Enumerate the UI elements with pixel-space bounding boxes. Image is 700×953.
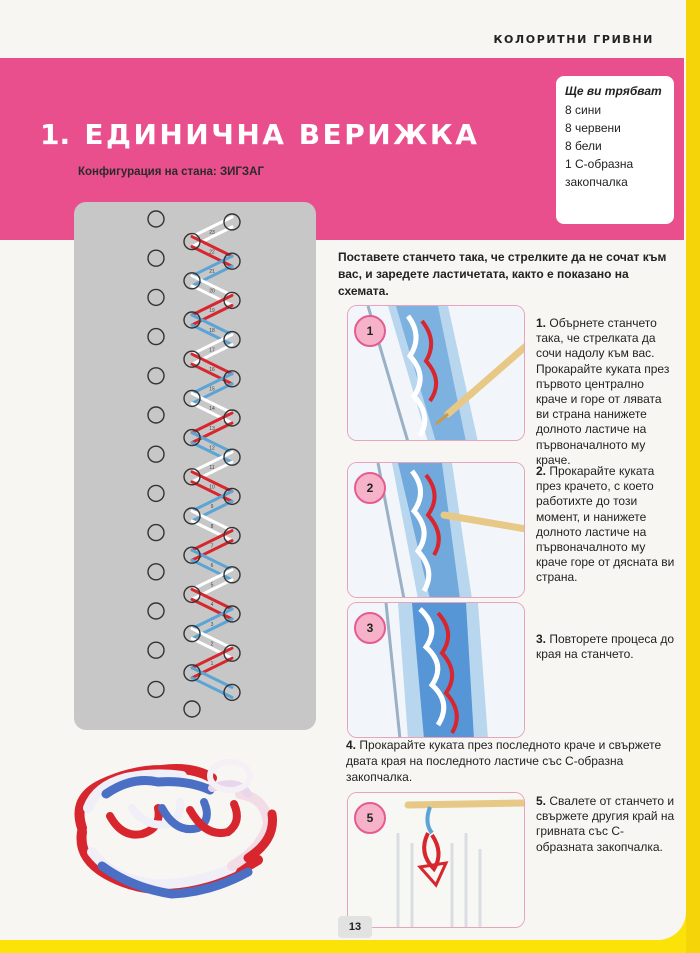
step-1-text <box>536 316 676 468</box>
band-order-number: 20 <box>209 288 215 295</box>
step-5-badge: 5 <box>354 802 386 834</box>
band-order-number: 5 <box>210 582 214 589</box>
loom-peg <box>148 564 164 580</box>
band-order-number: 7 <box>210 543 214 550</box>
rubber-band <box>192 668 232 698</box>
step-5-text <box>536 794 676 855</box>
loom-peg <box>148 446 164 462</box>
band-order-number: 10 <box>209 484 215 491</box>
band-order-number: 17 <box>209 347 215 354</box>
step-3-text <box>536 632 676 662</box>
page-title <box>40 118 479 151</box>
step-3-photo <box>347 602 525 738</box>
band-order-number: 19 <box>209 308 215 315</box>
running-head: КОЛОРИТНИ ГРИВНИ <box>493 33 654 46</box>
step-2-number: 2. <box>536 464 547 478</box>
loom-diagram <box>74 202 316 730</box>
loom-peg <box>148 603 164 619</box>
intro-instruction: Поставете станчето така, че стрелките да не сочат към вас, и заредете ластичетата, както е показано на схемата. <box>338 250 667 298</box>
page-edge-stripe <box>686 0 700 953</box>
materials-box <box>556 76 674 224</box>
loom-peg <box>148 407 164 423</box>
band-order-number: 3 <box>210 621 214 628</box>
band-order-number: 1 <box>210 661 214 667</box>
step-5-description: Свалете от станчето и свържете другия край на гривната със С-образната закопчалка. <box>536 794 675 854</box>
step-3-number: 3. <box>536 632 547 646</box>
step-1-photo <box>347 305 525 441</box>
band-order-number: 2 <box>210 641 214 648</box>
step-2-photo <box>347 462 525 598</box>
step-1-badge: 1 <box>354 315 386 347</box>
step-5-photo <box>347 792 525 928</box>
loom-diagram-graphic <box>74 202 316 730</box>
title-number: 1. <box>40 118 71 151</box>
band-order-number: 13 <box>209 425 215 432</box>
loom-peg <box>148 368 164 384</box>
step-4-number: 4. <box>346 738 357 752</box>
band-order-number: 8 <box>210 523 214 530</box>
loom-peg <box>148 681 164 697</box>
band-order-number: 23 <box>209 229 215 236</box>
step-1-number: 1. <box>536 316 547 330</box>
loom-peg <box>184 701 200 717</box>
loom-peg <box>148 485 164 501</box>
step-3-badge: 3 <box>354 612 386 644</box>
band-order-number: 18 <box>209 327 215 334</box>
loom-peg <box>148 329 164 345</box>
band-order-number: 21 <box>209 269 215 275</box>
bracelet-photo <box>62 748 312 908</box>
band-order-number: 9 <box>210 504 214 511</box>
band-order-number: 6 <box>210 563 214 569</box>
step-5-number: 5. <box>536 794 547 808</box>
step-4-text <box>346 737 676 785</box>
material-red: 8 червени <box>565 121 621 135</box>
loom-peg <box>148 250 164 266</box>
step-1-description: Обърнете станчето така, че стрелката да сочи надолу към вас. Прокарайте куката през първото централно краче и горе от лявата ви страна нанижете долното ластиче на първоначалното му краче. <box>536 316 670 467</box>
band-order-number: 11 <box>209 465 215 471</box>
loom-peg <box>148 642 164 658</box>
page-number: 13 <box>338 916 372 938</box>
band-order-number: 16 <box>209 367 215 373</box>
step-2-description: Прокарайте куката през крачето, с което работихте до този момент, и нанижете долното ластиче на първоначалното му краче горе от дясната ви страна. <box>536 464 675 585</box>
materials-title: Ще ви трябват <box>565 84 662 98</box>
loom-peg <box>148 211 164 227</box>
loom-configuration: Конфигурация на стана: ЗИГЗАГ <box>78 166 264 178</box>
step-2-text <box>536 464 676 586</box>
loom-peg <box>148 525 164 541</box>
material-white: 8 бели <box>565 139 602 153</box>
material-clasp: 1 С-образна закопчалка <box>565 157 634 189</box>
band-order-number: 4 <box>210 602 214 609</box>
loom-peg <box>148 289 164 305</box>
band-order-number: 14 <box>209 406 215 413</box>
title-text: ЕДИНИЧНА ВЕРИЖКА <box>84 118 480 151</box>
step-4-description: Прокарайте куката през последното краче и свържете двата края на последното ластиче със С-образна закопчалка. <box>346 738 662 784</box>
band-order-number: 15 <box>209 386 215 393</box>
step-2-badge: 2 <box>354 472 386 504</box>
band-order-number: 22 <box>209 249 215 256</box>
band-order-number: 12 <box>209 445 215 452</box>
material-blue: 8 сини <box>565 103 602 117</box>
step-3-description: Повторете процеса до края на станчето. <box>536 632 675 662</box>
